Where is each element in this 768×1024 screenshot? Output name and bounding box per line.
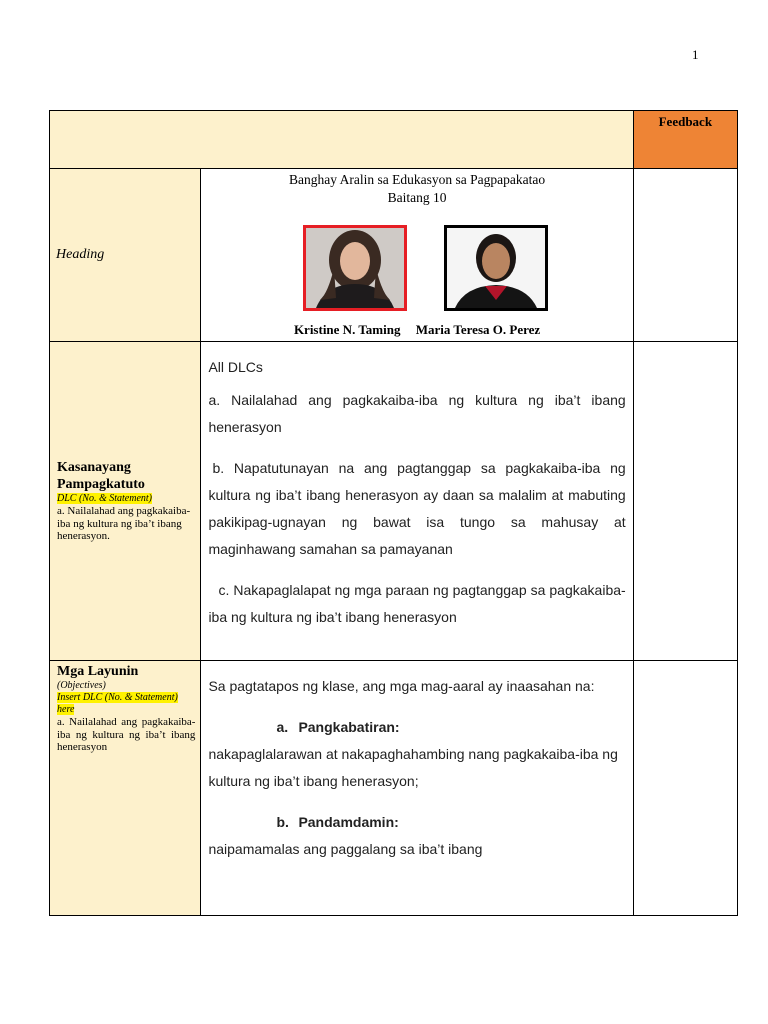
dlc-label-cell (50, 342, 201, 661)
lesson-plan-title: Banghay Aralin sa Edukasyon sa Pagpapakatao (289, 172, 546, 187)
header-row (50, 111, 738, 169)
dlc-content (201, 342, 633, 661)
objectives-content (201, 661, 633, 916)
objectives-label-title: Mga Layunin (57, 664, 139, 679)
objective-a-letter: a. (276, 719, 289, 735)
objective-b-text: naipamamalas ang paggalang sa iba’t ibang (208, 841, 483, 857)
author2-portrait (447, 228, 545, 308)
author-names (201, 321, 632, 339)
objectives-row (50, 661, 738, 916)
objective-a-heading (276, 714, 625, 741)
objectives-label-cell (50, 661, 201, 916)
objectives-label-sub: (Objectives) (57, 680, 106, 691)
heading-label: Heading (50, 169, 201, 342)
objectives-label-hint: Insert DLC (No. & Statement) here (57, 692, 178, 715)
objective-b-title: Pandamdamin: (298, 814, 399, 830)
dlc-row (50, 342, 738, 661)
objective-a-title: Pangkabatiran: (298, 719, 400, 735)
author2-name: Maria Teresa O. Perez (415, 322, 541, 337)
author1-name: Kristine N. Taming (293, 322, 401, 337)
dlc-feedback-cell (633, 342, 737, 661)
lesson-plan-table (49, 110, 738, 916)
dlc-label-text: a. Nailalahad ang pagkakaiba-iba ng kultura ng iba’t ibang henerasyon. (57, 505, 191, 543)
objectives-label-text: a. Nailalahad ang pagkakaiba-iba ng kultura ng iba’t ibang henerasyon (57, 716, 196, 753)
dlc-item-a: a. Nailalahad ang pagkakaiba-iba ng kultura ng iba’t ibang henerasyon (208, 392, 626, 435)
header-blank-cell (50, 111, 634, 169)
grade-level: Baitang 10 (387, 190, 447, 205)
objective-b-heading (276, 809, 625, 836)
objectives-intro: Sa pagtatapos ng klase, ang mga mag-aaral ay inaasahan na: (208, 678, 595, 694)
heading-content (201, 169, 633, 342)
dlc-item-b: b. Napatutunayan na ang pagtanggap sa pagkakaiba-iba ng kultura ng iba’t ibang henerasyon ay daan sa malalim at mabuting pakikipag-ugnayan ng bawat isa tungo sa mahusay at maginhawang samahan sa pamayanan (208, 460, 626, 557)
heading-feedback-cell (633, 169, 737, 342)
heading-row (50, 169, 738, 342)
objective-b-letter: b. (276, 814, 289, 830)
objective-a-text: nakapaglalarawan at nakapaghahambing nang pagkakaiba-iba ng kultura ng iba’t ibang henerasyon; (208, 746, 618, 789)
dlc-item-c: c. Nakapaglalapat ng mga paraan ng pagtanggap sa pagkakaiba-iba ng kultura ng iba’t ibang henerasyon (208, 582, 626, 625)
objectives-feedback-cell (633, 661, 737, 916)
author1-portrait (306, 228, 404, 308)
dlc-label-title: Kasanayang Pampagkatuto (57, 460, 145, 493)
dlc-intro: All DLCs (208, 359, 263, 375)
dlc-label-hint: DLC (No. & Statement) (57, 493, 152, 505)
author2-photo (444, 225, 548, 311)
page-number: 1 (692, 47, 699, 62)
feedback-header: Feedback (633, 111, 737, 169)
author1-photo (303, 225, 407, 311)
author-photos (201, 225, 632, 320)
